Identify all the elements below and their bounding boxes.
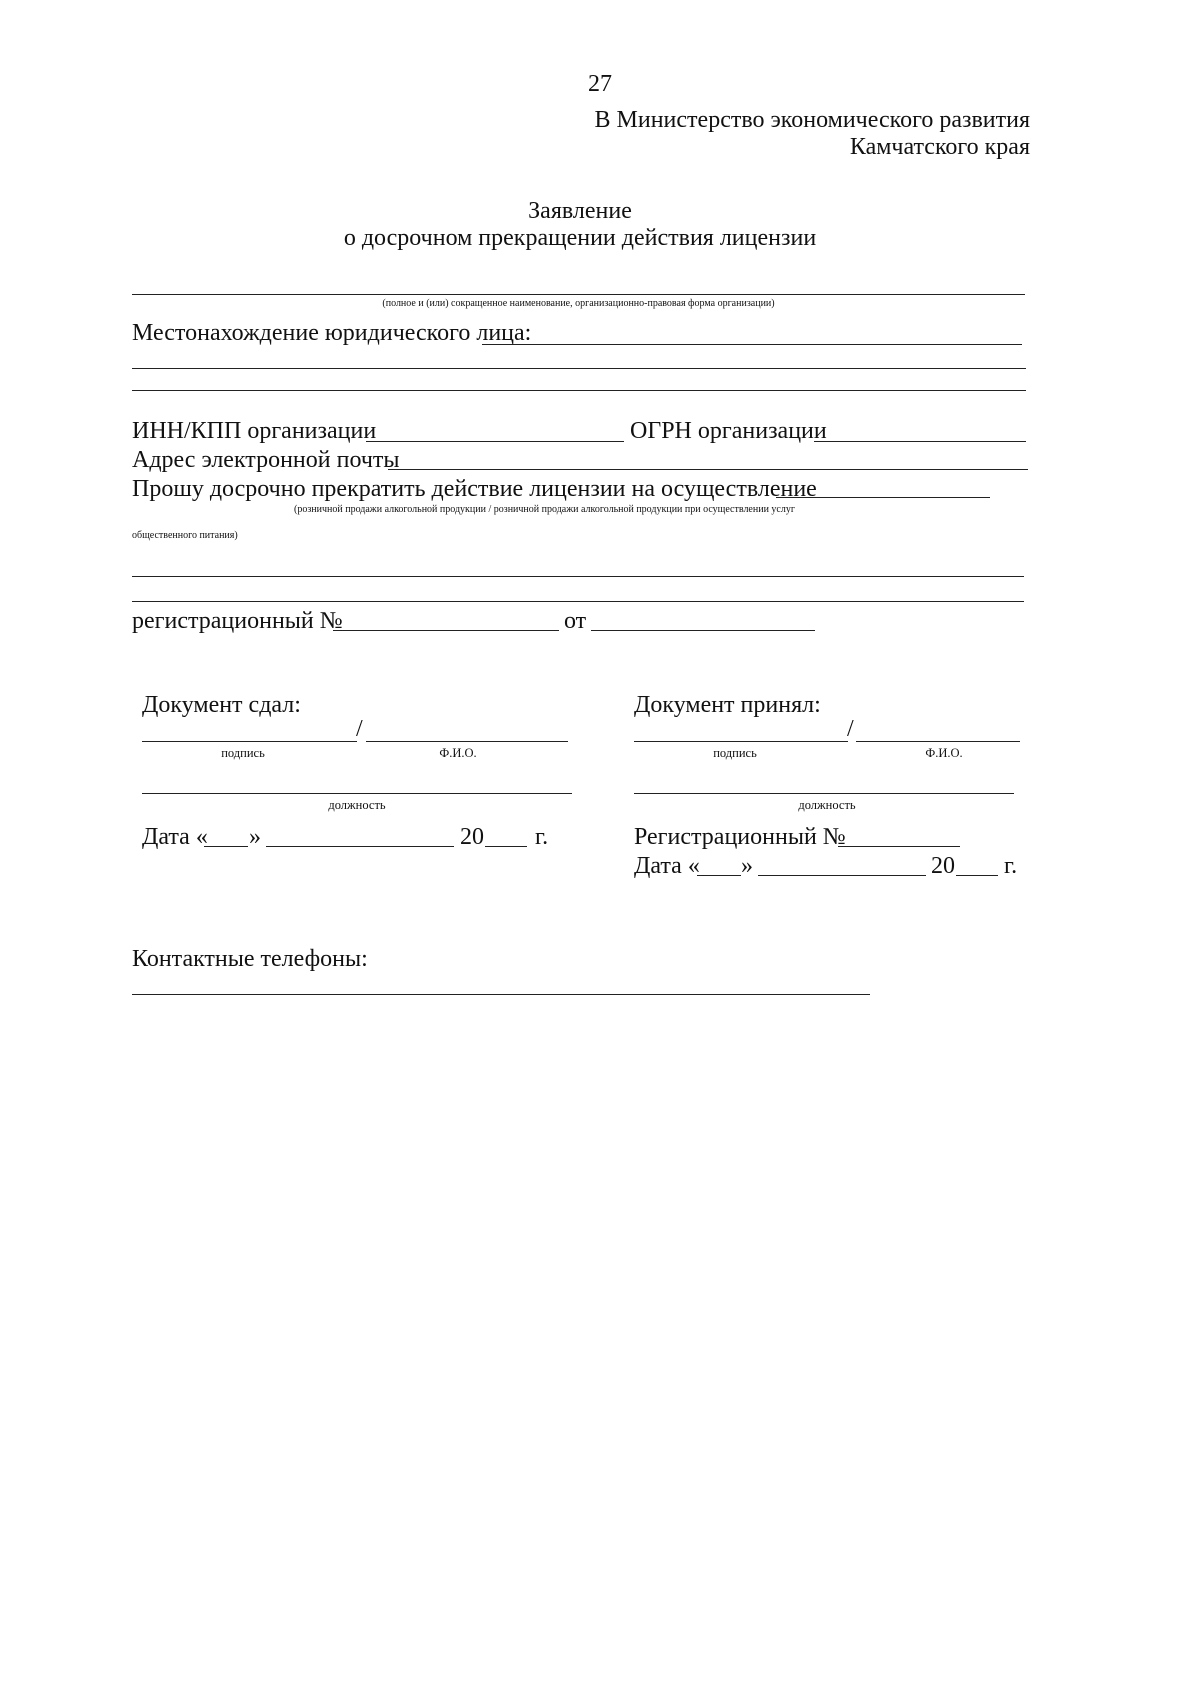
submitted-year-suffix: г. <box>535 824 549 850</box>
request-extra-line1[interactable] <box>132 576 1024 577</box>
submitted-title: Документ сдал: <box>142 692 301 718</box>
email-field[interactable] <box>388 469 1028 470</box>
accepted-year-suffix: г. <box>1004 853 1018 879</box>
license-type-field[interactable] <box>776 497 990 498</box>
inn-field[interactable] <box>366 441 624 442</box>
org-name-field[interactable] <box>132 294 1025 295</box>
accepted-slash: / <box>847 716 854 742</box>
reg-number-label: регистрационный № <box>132 608 343 634</box>
ogrn-field[interactable] <box>814 441 1026 442</box>
accepted-position-label: должность <box>798 798 856 812</box>
submitted-date-mid: » <box>249 824 261 850</box>
contacts-field[interactable] <box>132 994 870 995</box>
accepted-date-prefix: Дата « <box>634 853 700 879</box>
accepted-reg-label: Регистрационный № <box>634 824 846 850</box>
accepted-day-field[interactable] <box>697 875 741 876</box>
request-label: Прошу досрочно прекратить действие лицензии на осуществление <box>132 476 817 502</box>
addressee-line2: Камчатского края <box>849 134 1030 160</box>
location-label: Местонахождение юридического лица: <box>132 320 532 346</box>
submitted-sign-field[interactable] <box>142 741 357 742</box>
contacts-label: Контактные телефоны: <box>132 946 368 972</box>
document-title: Заявление <box>528 198 632 224</box>
submitted-fio-label: Ф.И.О. <box>439 746 477 760</box>
ogrn-label: ОГРН организации <box>630 418 827 444</box>
accepted-title: Документ принял: <box>634 692 821 718</box>
submitted-position-label: должность <box>328 798 386 812</box>
accepted-reg-field[interactable] <box>838 846 960 847</box>
accepted-year-prefix: 20 <box>931 853 955 879</box>
accepted-fio-label: Ф.И.О. <box>925 746 963 760</box>
request-hint-2: общественного питания) <box>132 530 238 541</box>
request-extra-line2[interactable] <box>132 601 1024 602</box>
submitted-sign-label: подпись <box>221 746 265 760</box>
accepted-date-mid: » <box>741 853 753 879</box>
request-hint-1: (розничной продажи алкогольной продукции / розничной продажи алкогольной продукции при осуществлении услуг <box>294 504 795 515</box>
accepted-fio-field[interactable] <box>856 741 1020 742</box>
reg-from-label: от <box>564 608 587 634</box>
email-label: Адрес электронной почты <box>132 447 400 473</box>
location-field[interactable] <box>482 344 1022 345</box>
accepted-position-field[interactable] <box>634 793 1014 794</box>
submitted-day-field[interactable] <box>204 846 248 847</box>
reg-date-field[interactable] <box>591 630 815 631</box>
accepted-sign-field[interactable] <box>634 741 848 742</box>
submitted-year-prefix: 20 <box>460 824 484 850</box>
submitted-date-prefix: Дата « <box>142 824 208 850</box>
accepted-month-field[interactable] <box>758 875 926 876</box>
page-number: 27 <box>588 71 612 97</box>
location-field-line2[interactable] <box>132 368 1026 369</box>
addressee-line1: В Министерство экономического развития <box>594 107 1030 133</box>
accepted-year-field[interactable] <box>956 875 998 876</box>
location-field-line3[interactable] <box>132 390 1026 391</box>
submitted-position-field[interactable] <box>142 793 572 794</box>
submitted-month-field[interactable] <box>266 846 454 847</box>
submitted-fio-field[interactable] <box>366 741 568 742</box>
org-name-hint: (полное и (или) сокращенное наименование, организационно-правовая форма организации) <box>382 298 775 309</box>
inn-label: ИНН/КПП организации <box>132 418 377 444</box>
submitted-year-field[interactable] <box>485 846 527 847</box>
reg-number-field[interactable] <box>333 630 559 631</box>
document-subtitle: о досрочном прекращении действия лицензии <box>343 225 817 251</box>
submitted-slash: / <box>356 716 363 742</box>
accepted-sign-label: подпись <box>713 746 757 760</box>
